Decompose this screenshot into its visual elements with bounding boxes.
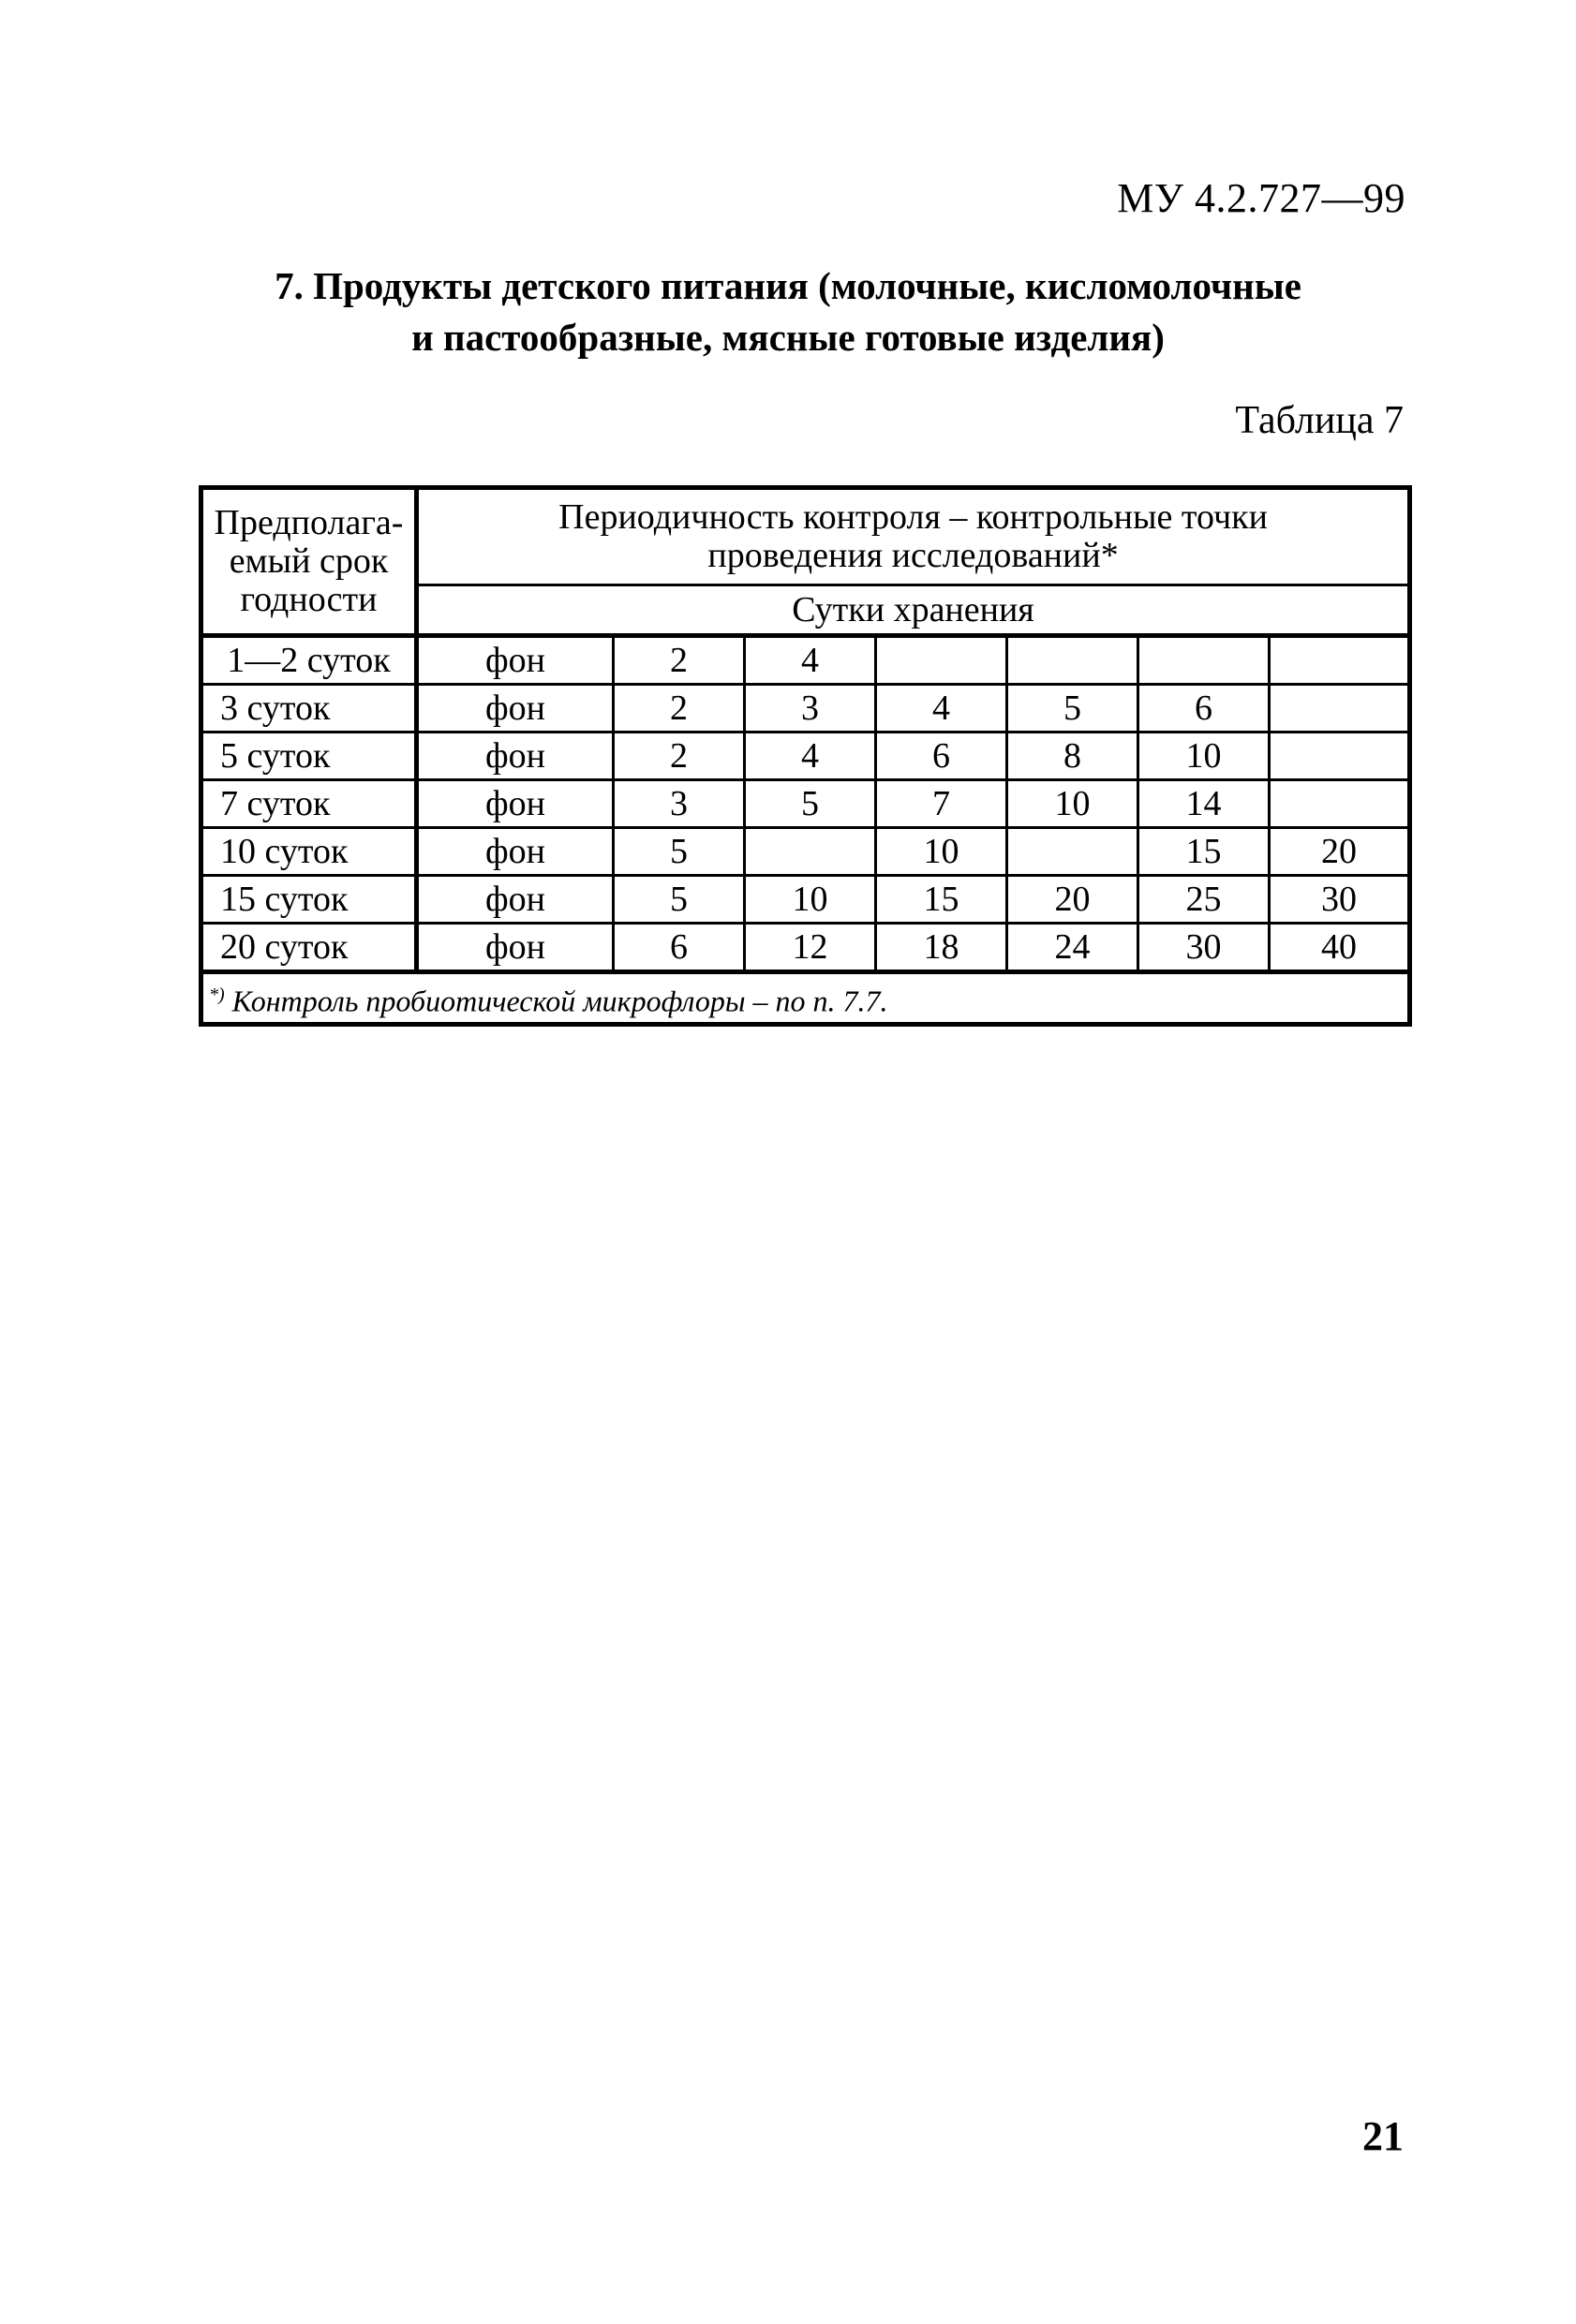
control-day-cell: 30 (1270, 876, 1410, 924)
control-day-cell: 5 (614, 876, 745, 924)
document-code: МУ 4.2.727—99 (1117, 175, 1405, 221)
periodicity-header-line-1: Периодичность контроля – контрольные точки (558, 497, 1268, 537)
shelf-life-cell: 20 суток (201, 924, 417, 972)
control-day-cell: 6 (876, 733, 1007, 780)
table-row (201, 780, 1410, 828)
control-day-cell: 10 (1007, 780, 1138, 828)
shelf-life-cell: 5 суток (201, 733, 417, 780)
control-day-cell: 10 (745, 876, 876, 924)
table-body (201, 636, 1410, 972)
background-cell: фон (417, 924, 614, 972)
control-day-cell: 2 (614, 685, 745, 733)
control-day-cell: 15 (1138, 828, 1270, 876)
control-day-cell: 4 (745, 733, 876, 780)
table-container (199, 485, 1407, 1027)
control-day-cell (1270, 636, 1410, 685)
shelf-life-header (201, 488, 417, 636)
control-day-cell: 3 (614, 780, 745, 828)
control-day-cell (1007, 828, 1138, 876)
control-day-cell: 14 (1138, 780, 1270, 828)
control-day-cell (1007, 636, 1138, 685)
control-day-cell: 5 (745, 780, 876, 828)
control-day-cell: 25 (1138, 876, 1270, 924)
table-row (201, 924, 1410, 972)
control-day-cell: 15 (876, 876, 1007, 924)
control-day-cell: 20 (1270, 828, 1410, 876)
table-row (201, 636, 1410, 685)
control-day-cell: 4 (876, 685, 1007, 733)
background-cell: фон (417, 876, 614, 924)
section-title (0, 260, 1576, 363)
control-day-cell (1138, 636, 1270, 685)
control-schedule-table (199, 485, 1412, 1027)
control-day-cell: 8 (1007, 733, 1138, 780)
background-cell: фон (417, 733, 614, 780)
control-day-cell: 18 (876, 924, 1007, 972)
control-day-cell (876, 636, 1007, 685)
control-day-cell: 4 (745, 636, 876, 685)
control-day-cell: 10 (876, 828, 1007, 876)
shelf-life-cell: 3 суток (201, 685, 417, 733)
section-title-line-2: и пастообразные, мясные готовые изделия) (411, 316, 1165, 359)
shelf-life-header-line: емый срок (229, 541, 389, 581)
control-day-cell: 5 (614, 828, 745, 876)
control-day-cell (1270, 685, 1410, 733)
control-day-cell: 7 (876, 780, 1007, 828)
shelf-life-cell: 15 суток (201, 876, 417, 924)
table-caption: Таблица 7 (1235, 399, 1404, 442)
background-cell: фон (417, 828, 614, 876)
control-day-cell: 6 (614, 924, 745, 972)
page-number: 21 (1362, 2113, 1404, 2159)
table-row (201, 685, 1410, 733)
table-row (201, 876, 1410, 924)
control-day-cell: 6 (1138, 685, 1270, 733)
control-day-cell (745, 828, 876, 876)
control-day-cell: 12 (745, 924, 876, 972)
background-cell: фон (417, 780, 614, 828)
table-row (201, 733, 1410, 780)
section-title-line-1: 7. Продукты детского питания (молочные, кисломолочные (275, 264, 1301, 307)
control-day-cell: 20 (1007, 876, 1138, 924)
background-cell: фон (417, 685, 614, 733)
control-day-cell: 10 (1138, 733, 1270, 780)
storage-days-header: Сутки хранения (417, 585, 1410, 636)
control-day-cell: 40 (1270, 924, 1410, 972)
periodicity-header (417, 488, 1410, 585)
control-day-cell (1270, 780, 1410, 828)
shelf-life-header-line: Предполага- (214, 503, 404, 542)
control-day-cell (1270, 733, 1410, 780)
shelf-life-header-line: годности (240, 580, 378, 619)
shelf-life-cell: 1—2 суток (201, 636, 417, 685)
table-row (201, 828, 1410, 876)
control-day-cell: 2 (614, 733, 745, 780)
shelf-life-cell: 10 суток (201, 828, 417, 876)
footnote-mark: *) (209, 984, 225, 1005)
periodicity-header-line-2: проведения исследований* (707, 536, 1119, 575)
shelf-life-cell: 7 суток (201, 780, 417, 828)
control-day-cell: 30 (1138, 924, 1270, 972)
footnote-text: Контроль пробиотической микрофлоры – по п. 7.7. (231, 984, 888, 1018)
control-day-cell: 5 (1007, 685, 1138, 733)
background-cell: фон (417, 636, 614, 685)
control-day-cell: 3 (745, 685, 876, 733)
table-footnote (201, 972, 1410, 1025)
control-day-cell: 2 (614, 636, 745, 685)
control-day-cell: 24 (1007, 924, 1138, 972)
